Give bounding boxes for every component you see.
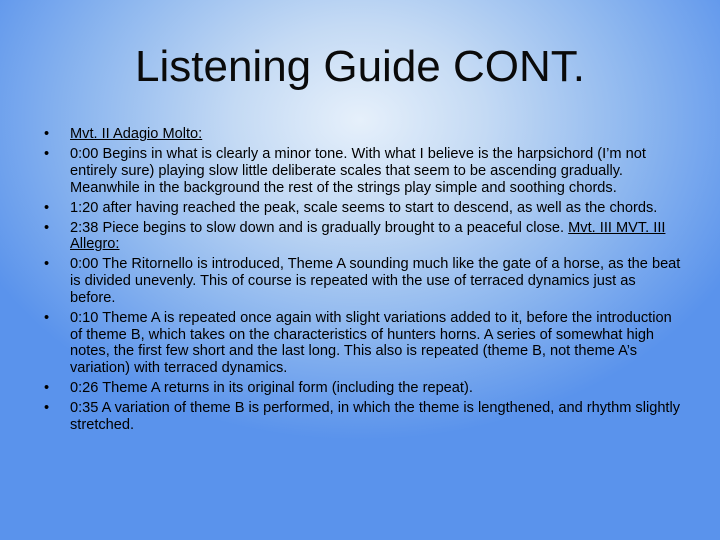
bullet-dot-icon: •: [44, 309, 50, 326]
bullet-text: 0:10 Theme A is repeated once again with slight variations added to it, before the introduction of theme B, which takes on the characteristics of hunters horns. A series of somewhat high notes, the first few short and the last long. This also is repeated (theme B, not theme A’s variation) with terraced dynamics.: [70, 309, 672, 377]
bullet-heading-text: Mvt. II Adagio Molto:: [70, 126, 203, 142]
bullet-dot-icon: •: [44, 400, 50, 417]
bullet-text: 1:20 after having reached the peak, scale seems to start to descend, as well as the chords.: [70, 199, 658, 216]
bullet-item: [44, 126, 684, 143]
slide-title: Listening Guide CONT.: [135, 42, 585, 91]
bullet-item: [44, 380, 684, 397]
bullet-text: 0:26 Theme A returns in its original form (including the repeat).: [70, 380, 473, 397]
bullet-item: [44, 220, 684, 253]
bullet-item: [44, 400, 684, 433]
bullet-dot-icon: •: [44, 380, 50, 397]
bullet-item: [44, 256, 684, 306]
bullet-item: [44, 310, 684, 377]
bullet-list: [44, 126, 684, 437]
bullet-text: 0:00 Begins in what is clearly a minor tone. With what I believe is the harpsichord (I’m not entirely sure) playing slow little deliberate scales that seem to be ascending gradually. Meanwhile in the background the rest of the strings play simple and soothing chords.: [70, 146, 646, 196]
bullet-dot-icon: •: [44, 199, 50, 216]
bullet-text: 0:35 A variation of theme B is performed, in which the theme is lengthened, and rhythm slightly stretched.: [70, 400, 681, 433]
bullet-text: 2:38 Piece begins to slow down and is gradually brought to a peaceful close.: [70, 219, 569, 236]
bullet-heading-text: Mvt. III MVT. III Allegro:: [70, 219, 666, 253]
bullet-dot-icon: •: [44, 146, 50, 163]
bullet-dot-icon: •: [44, 126, 50, 142]
bullet-dot-icon: •: [44, 256, 50, 273]
bullet-item: [44, 200, 684, 217]
bullet-dot-icon: •: [44, 219, 50, 236]
bullet-item: [44, 146, 684, 196]
bullet-text: 0:00 The Ritornello is introduced, Theme A sounding much like the gate of a horse, as the beat is divided unevenly. This of course is repeated with the use of terraced dynamics just as before.: [70, 256, 681, 306]
